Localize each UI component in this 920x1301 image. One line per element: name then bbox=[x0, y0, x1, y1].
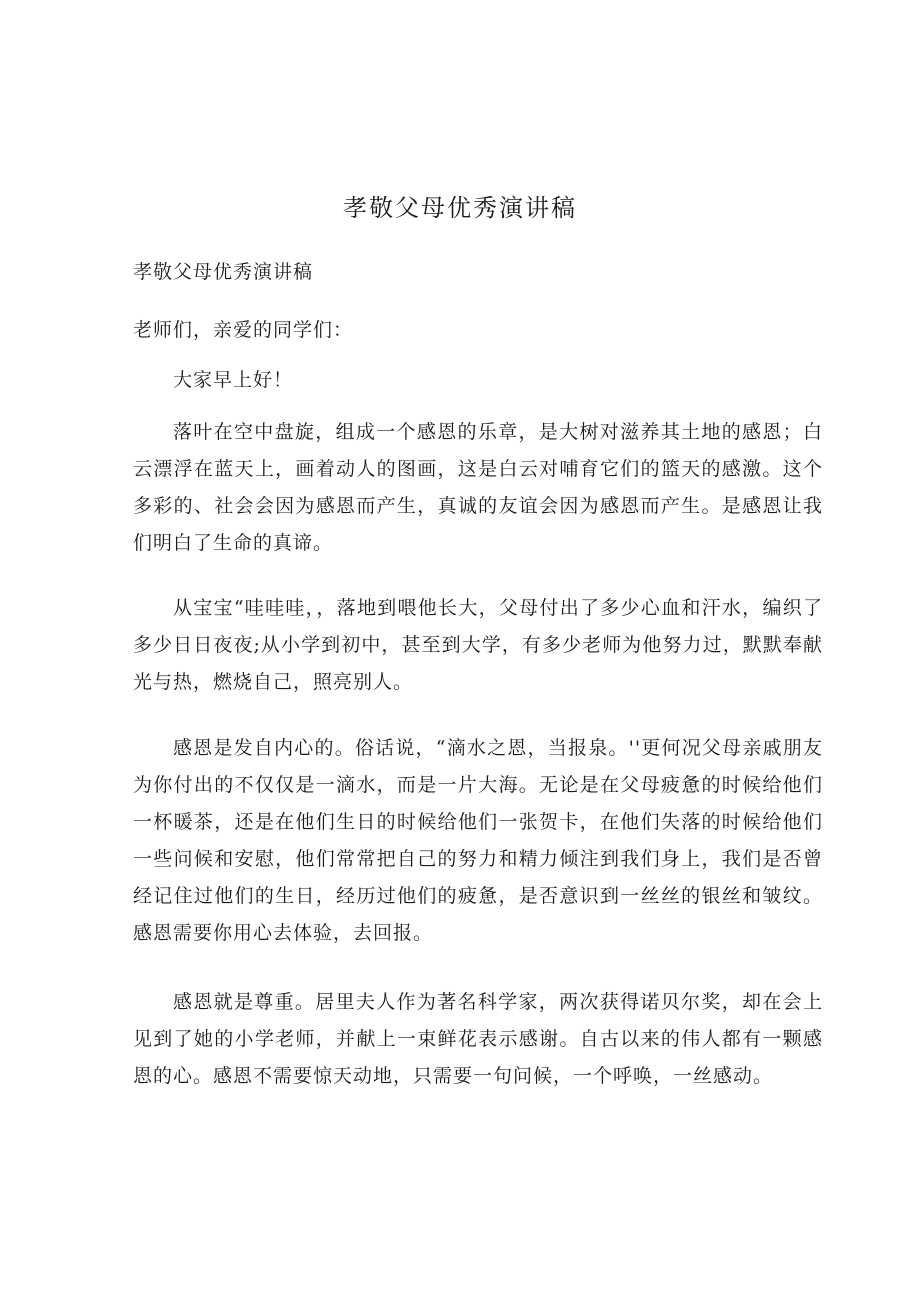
paragraph-3: 感恩是发自内心的。俗话说，“滴水之恩，当报泉。''更何况父母亲戚朋友为你付出的不仅仅是一滴水，而是一片大海。无论是在父母疲惫的时候给他们一杯暖茶，还是在他们生日的时候给他们一张贺卡，在他们失落的时候给他们一些问候和安慰，他们常常把自己的努力和精力倾注到我们身上，我们是否曾经记住过他们的生日，经历过他们的疲惫，是否意识到一丝丝的银丝和皱纹。感恩需要你用心去体验，去回报。 bbox=[133, 737, 823, 944]
paragraph-4: 感恩就是尊重。居里夫人作为著名科学家，两次获得诺贝尔奖，却在会上见到了她的小学老师，并献上一束鲜花表示感谢。自古以来的伟人都有一颗感恩的心。感恩不需要惊天动地，只需要一句问候，一个呼唤，一丝感动。 bbox=[133, 991, 823, 1087]
subtitle: 孝敬父母优秀演讲稿 bbox=[133, 261, 314, 283]
salutation: 老师们，亲爱的同学们： bbox=[133, 319, 354, 341]
paragraph-2: 从宝宝“哇哇哇，，落地到喂他长大，父母付出了多少心血和汗水，编织了多少日日夜夜;从小学到初中，甚至到大学，有多少老师为他努力过，默默奉献光与热，燃烧自己，照亮别人。 bbox=[133, 597, 823, 693]
paragraph-1: 落叶在空中盘旋，组成一个感恩的乐章，是大树对滋养其土地的感恩；白云漂浮在蓝天上，画着动人的图画，这是白云对哺育它们的篮天的感激。这个多彩的、社会会因为感恩而产生，真诚的友谊会因为感恩而产生。是感恩让我们明白了生命的真谛。 bbox=[133, 421, 823, 554]
greeting: 大家早上好！ bbox=[173, 369, 294, 391]
document-title: 孝敬父母优秀演讲稿 bbox=[343, 194, 577, 222]
